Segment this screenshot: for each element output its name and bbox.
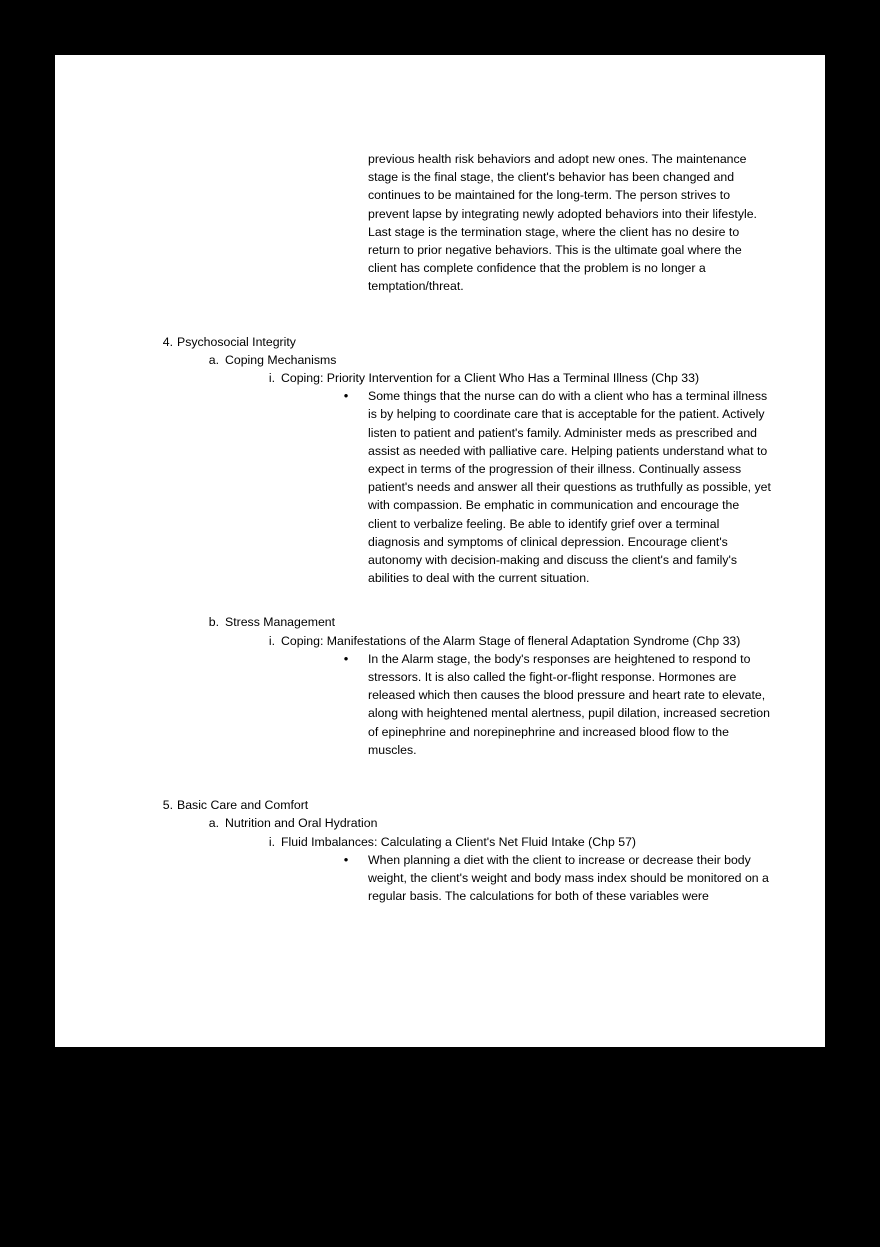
document-body [55,55,825,905]
outline-item-heading [268,632,741,650]
section-spacer [95,759,785,796]
subsection-spacer [95,587,785,613]
outline-marker: b. [208,615,219,630]
outline-bullet [343,387,771,587]
outline-item-heading [268,369,741,387]
outline-marker: a. [208,352,219,367]
outline-item-title: Coping: Manifestations of the Alarm Stage of fleneral Adaptation Syndrome (Chp 33) [281,633,741,648]
outline-subsection-heading [208,351,785,369]
bullet-dot-icon: • [343,650,349,666]
document-page [55,55,825,1047]
outline-section-title: Psychosocial Integrity [177,334,296,349]
outline-bullet-text: In the Alarm stage, the body's responses are heightened to respond to stressors. It is also called the fight-or-flight response. Hormones are released which then causes the blood pressure and heart rate to elevate, along with heightened mental alertness, pupil dilation, increased secretion of epinephrine and norepinephrine and increased blood flow to the muscles. [368,651,770,757]
outline-subsection-title: Nutrition and Oral Hydration [225,816,378,831]
outline-item-title: Fluid Imbalances: Calculating a Client's Net Fluid Intake (Chp 57) [281,834,637,849]
outline-item-title: Coping: Priority Intervention for a Client Who Has a Terminal Illness (Chp 33) [281,371,700,386]
outline-bullet [343,851,771,906]
continuation-paragraph: previous health risk behaviors and adopt new ones. The maintenance stage is the final stage, the client's behavior has been changed and continues to be maintained for the long-term. The person strives to prevent lapse by integrating newly adopted behaviors into their lifestyle. Last stage is the termination stage, where the client has no desire to return to prior negative behaviors. This is the ultimate goal where the client has complete confidence that the problem is no longer a temptation/threat. [368,152,757,294]
outline-item-heading [268,833,741,851]
outline-bullet-text: When planning a diet with the client to increase or decrease their body weight, the client's weight and body mass index should be monitored on a regular basis. The calculations for both of these variables were [368,852,769,904]
outline-section-heading [162,796,785,814]
bullet-dot-icon: • [343,388,349,404]
outline-subsection-heading [208,613,785,631]
outline-marker: i. [268,834,275,849]
outline-marker: a. [208,816,219,831]
section-spacer [95,296,785,333]
outline-subsection-title: Coping Mechanisms [225,352,337,367]
outline-marker: i. [268,371,275,386]
outline-marker: i. [268,633,275,648]
outline-bullet [343,650,771,759]
outline-section-heading [162,333,785,351]
outline-bullet-text: Some things that the nurse can do with a client who has a terminal illness is by helping to coordinate care that is acceptable for the patient. Actively listen to patient and patient's family. Administer meds as prescribed and assist as needed with palliative care. Helping patients understand what to expect in terms of the progression of their illness. Continually assess patient's needs and answer all their questions as truthfully as possible, yet with compassion. Be emphatic in communication and encourage the client to verbalize feeling. Be able to identify grief over a terminal diagnosis and symptoms of clinical depression. Encourage client's autonomy with decision-making and discuss the client's and family's abilities to deal with the current situation. [368,389,771,586]
outline-subsection-title: Stress Management [225,615,336,630]
outline-section-title: Basic Care and Comfort [177,798,309,813]
outline-subsection-heading [208,814,785,832]
outline-marker: 5. [162,798,173,813]
outline-marker: 4. [162,334,173,349]
bullet-dot-icon: • [343,851,349,867]
